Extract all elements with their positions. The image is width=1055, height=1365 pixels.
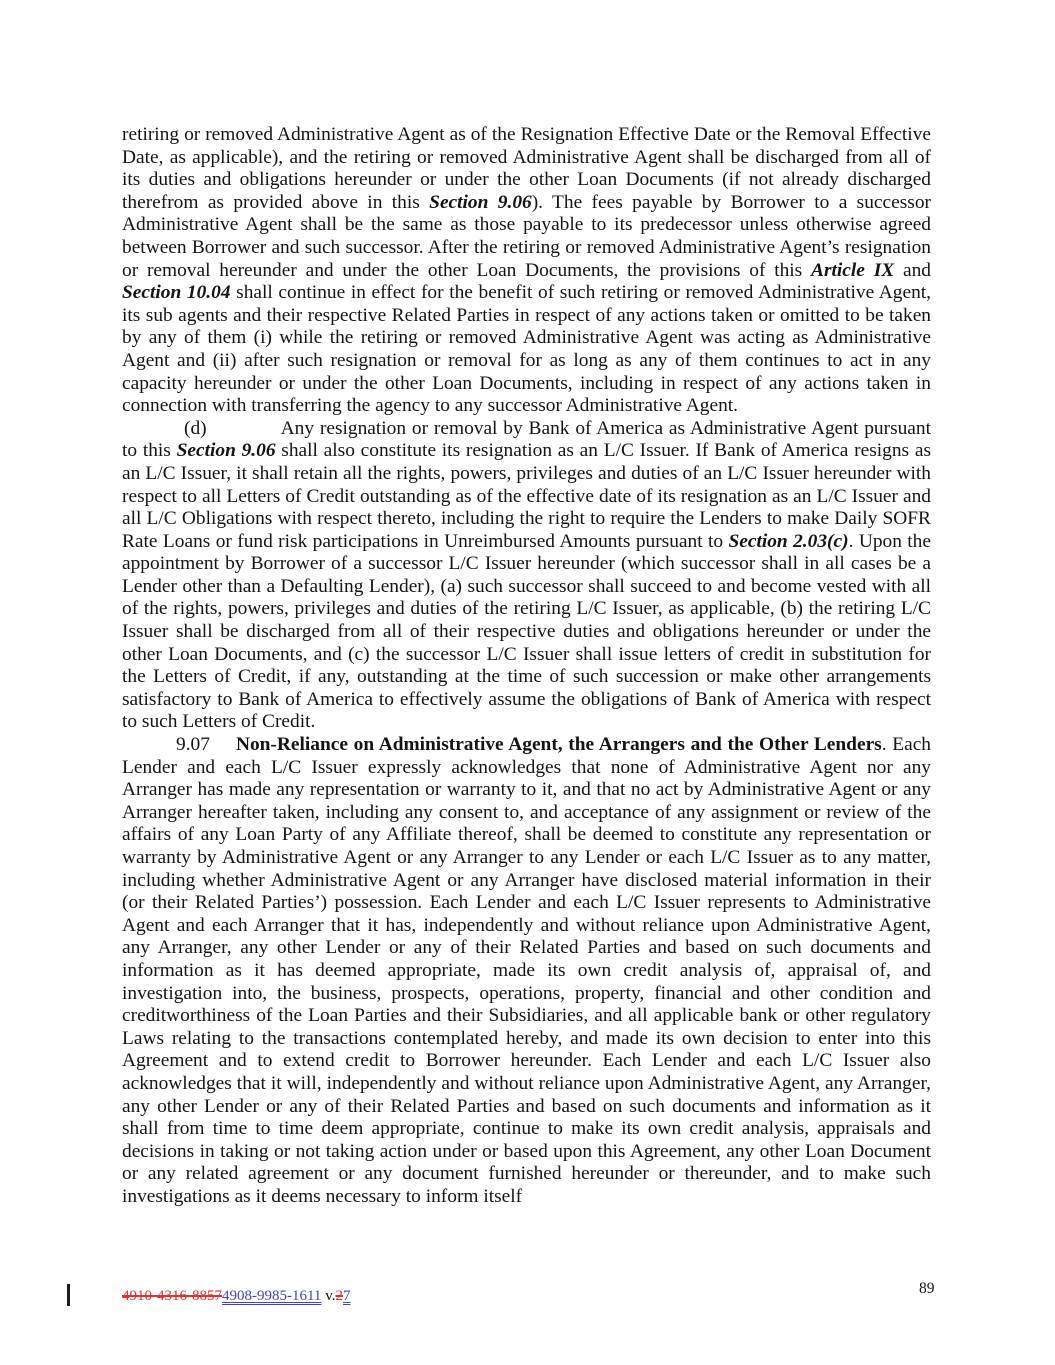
- cross-reference: Section 2.03(c): [728, 530, 849, 552]
- cross-reference: Section 9.06: [429, 191, 532, 213]
- cross-reference: Article IX: [811, 259, 895, 281]
- section-number: 9.07: [176, 734, 210, 756]
- page-number: 89: [919, 1280, 935, 1297]
- paragraph-d: [122, 418, 931, 734]
- cross-reference: Section 9.06: [176, 440, 276, 462]
- footer-version-deleted: 2: [335, 1288, 343, 1304]
- body-text: . Upon the appointment by Borrower of a successor L/C Issuer hereunder (which successor shall in all cases be a Lender other than a Defaulting Lender), (a) such successor shall succeed to and become vested with all of the rights, powers, privileges and duties of the retiring L/C Issuer, as applicable, (b) the retiring L/C Issuer shall be discharged from all of their respective duties and obligations hereunder or under the other Loan Documents, and (c) the successor L/C Issuer shall issue letters of credit in substitution for the Letters of Credit, if any, outstanding at the time of such succession or make other arrangements satisfactory to Bank of America to effectively assume the obligations of Bank of America with respect to such Letters of Credit.: [122, 530, 931, 733]
- footer-version-prefix: v.: [321, 1288, 336, 1304]
- footer-version-inserted: 7: [342, 1288, 351, 1304]
- body-text: ). The fees payable by Borrower to a successor Administrative Agent shall be the same as those payable to its predecessor unless otherwise agreed between Borrower and such successor. After the retiring or removed Administrative Agent’s resignation or removal hereunder and under the other Loan Documents, the provisions of this: [122, 191, 931, 281]
- body-text: Any resignation or removal by Bank of America as Administrative Agent pursuant to this: [122, 417, 931, 462]
- footer-doc-id-inserted: 4908-9985-1611: [222, 1288, 322, 1304]
- revision-change-bar: [67, 1284, 70, 1306]
- clause-label: (d): [184, 417, 207, 439]
- body-text: shall continue in effect for the benefit of such retiring or removed Administrative Agent, its sub agents and their respective Related Parties in respect of any actions taken or omitted to be taken by any of them (i) while the retiring or removed Administrative Agent was acting as Administrative Agent and (ii) after such resignation or removal for as long as any of them continues to act in any capacity hereunder or under the other Loan Documents, including in respect of any actions taken in connection with transferring the agency to any successor Administrative Agent.: [122, 282, 931, 417]
- section-heading: Non-Reliance on Administrative Agent, the Arrangers and the Other Lenders: [235, 734, 882, 756]
- page-body-text: [122, 124, 931, 1209]
- footer-doc-id-line: [122, 1287, 350, 1305]
- paragraph-9-07: [122, 734, 931, 1208]
- body-text: retiring or removed Administrative Agent as of the Resignation Effective Date or the Removal Effective Date, as applicable), and the retiring or removed Administrative Agent shall be discharged from all of its duties and obligations hereunder or under the other Loan Documents (if not already discharged therefrom as provided above in this: [122, 124, 931, 213]
- body-text: shall also constitute its resignation as an L/C Issuer. If Bank of America resigns as an L/C Issuer, it shall retain all the rights, powers, privileges and duties of an L/C Issuer hereunder with respect to all Letters of Credit outstanding as of the effective date of its resignation as an L/C Issuer and all L/C Obligations with respect thereto, including the right to require the Lenders to make Daily SOFR Rate Loans or fund risk participations in Unreimbursed Amounts pursuant to: [122, 440, 931, 552]
- paragraph-continuation: [122, 124, 931, 418]
- cross-reference: Section 10.04: [122, 282, 231, 304]
- body-text: and: [894, 259, 932, 281]
- footer-doc-id-deleted: 4910-4316-8857: [122, 1288, 222, 1304]
- body-text: . Each Lender and each L/C Issuer expressly acknowledges that none of Administrative Agent nor any Arranger has made any representation or warranty to it, and that no act by Administrative Agent or any Arranger hereafter taken, including any consent to, and acceptance of any assignment or review of the affairs of any Loan Party of any Affiliate thereof, shall be deemed to constitute any representation or warranty by Administrative Agent or any Arranger to any Lender or each L/C Issuer as to any matter, including whether Administrative Agent or any Arranger have disclosed material information in their (or their Related Parties’) possession. Each Lender and each L/C Issuer represents to Administrative Agent and each Arranger that it has, independently and without reliance upon Administrative Agent, any Arranger, any other Lender or any of their Related Parties and based on such documents and information as it has deemed appropriate, made its own credit analysis of, appraisal of, and investigation into, the business, prospects, operations, property, financial and other condition and creditworthiness of the Loan Parties and their Subsidiaries, and all applicable bank or other regulatory Laws relating to the transactions contemplated hereby, and made its own decision to enter into this Agreement and to extend credit to Borrower hereunder. Each Lender and each L/C Issuer also acknowledges that it will, independently and without reliance upon Administrative Agent, any Arranger, any other Lender or any of their Related Parties and based on such documents and information as it shall from time to time deem appropriate, continue to make its own credit analysis, appraisals and decisions in taking or not taking action under or based upon this Agreement, any other Loan Document or any related agreement or any document furnished hereunder or thereunder, and to make such investigations as it deems necessary to inform itself: [122, 734, 932, 1207]
